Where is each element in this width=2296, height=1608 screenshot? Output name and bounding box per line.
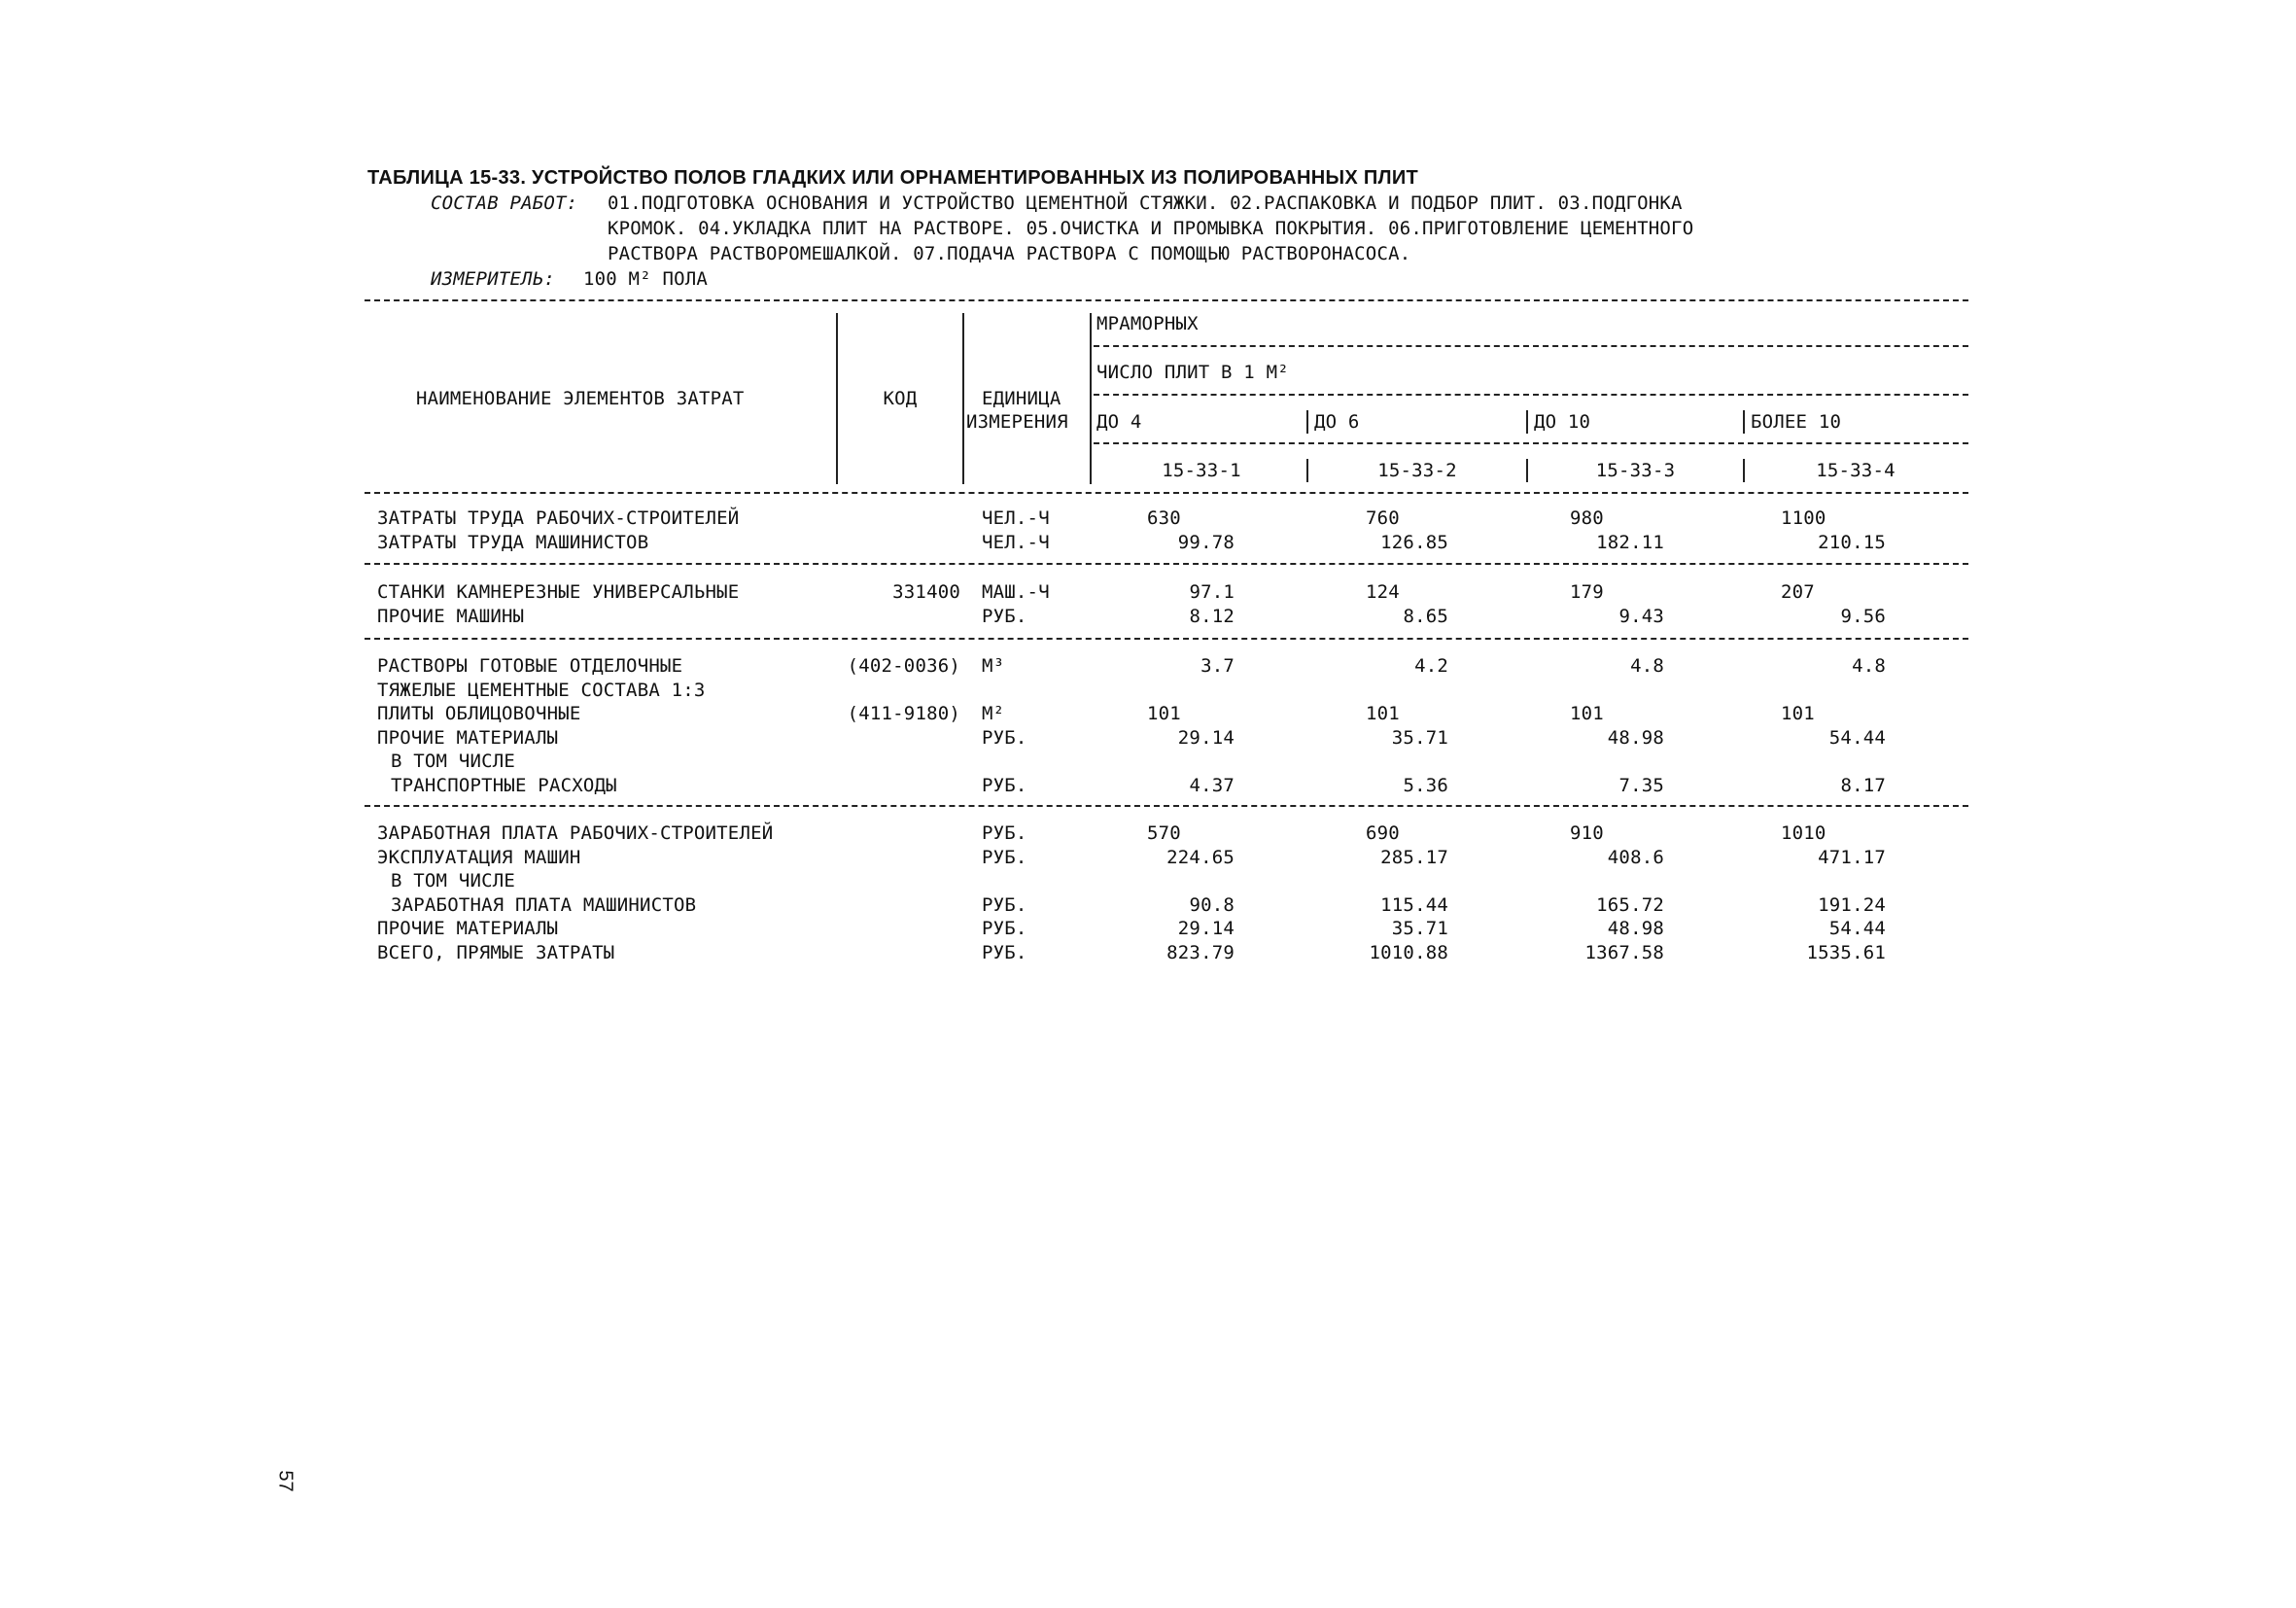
row-value: 97.1 bbox=[1189, 581, 1235, 603]
table-title: ТАБЛИЦА 15-33. УСТРОЙСТВО ПОЛОВ ГЛАДКИХ ИЛИ ОРНАМЕНТИРОВАННЫХ ИЗ ПОЛИРОВАННЫХ ПЛИТ bbox=[367, 167, 1419, 189]
marble-group-header: МРАМОРНЫХ bbox=[1096, 313, 1199, 334]
row-label: В ТОМ ЧИСЛЕ bbox=[391, 870, 516, 891]
row-label: В ТОМ ЧИСЛЕ bbox=[391, 751, 516, 772]
page-number: 57 bbox=[274, 1470, 296, 1492]
row-value: 1535.61 bbox=[1806, 941, 1886, 963]
row-label: ЗАТРАТЫ ТРУДА МАШИНИСТОВ bbox=[377, 531, 649, 553]
row-label: ПРОЧИЕ МАШИНЫ bbox=[377, 605, 525, 627]
row-value: 90.8 bbox=[1189, 893, 1235, 916]
section-rule bbox=[365, 805, 1968, 807]
column-divider bbox=[962, 313, 964, 484]
row-code: 331400 bbox=[892, 581, 960, 603]
row-unit: М³ bbox=[982, 655, 1005, 677]
row-value: 191.24 bbox=[1818, 893, 1886, 916]
row-value: 101 bbox=[1147, 703, 1181, 724]
row-value: 471.17 bbox=[1818, 846, 1886, 868]
header-rule bbox=[1094, 345, 1968, 347]
row-value: 179 bbox=[1570, 581, 1604, 603]
row-unit: РУБ. bbox=[982, 774, 1027, 796]
row-label: ПЛИТЫ ОБЛИЦОВОЧНЫЕ bbox=[377, 703, 581, 724]
row-label: ЗАРАБОТНАЯ ПЛАТА РАБОЧИХ-СТРОИТЕЛЕЙ bbox=[377, 822, 774, 844]
range-header-up-to-4: ДО 4 bbox=[1096, 411, 1142, 433]
row-label: СТАНКИ КАМНЕРЕЗНЫЕ УНИВЕРСАЛЬНЫЕ bbox=[377, 581, 740, 603]
row-unit: РУБ. bbox=[982, 605, 1027, 627]
row-value: 182.11 bbox=[1596, 531, 1664, 553]
row-value: 9.56 bbox=[1840, 605, 1886, 627]
row-label: ЗАТРАТЫ ТРУДА РАБОЧИХ-СТРОИТЕЛЕЙ bbox=[377, 507, 740, 529]
row-value: 980 bbox=[1570, 507, 1604, 529]
header-rule bbox=[1094, 394, 1968, 396]
row-label: ПРОЧИЕ МАТЕРИАЛЫ bbox=[377, 726, 559, 749]
code-column-header: КОД bbox=[883, 388, 918, 409]
row-label: ЭКСПЛУАТАЦИЯ МАШИН bbox=[377, 846, 581, 868]
row-code: (402-0036) bbox=[847, 655, 960, 677]
row-unit: МАШ.-Ч bbox=[982, 581, 1050, 603]
row-value: 29.14 bbox=[1177, 726, 1235, 749]
work-composition-line-2: КРОМОК. 04.УКЛАДКА ПЛИТ НА РАСТВОРЕ. 05.ОЧИСТКА И ПРОМЫВКА ПОКРЫТИЯ. 06.ПРИГОТОВЛЕНИЕ ЦЕМЕНТНОГО bbox=[608, 218, 1694, 239]
row-value: 48.98 bbox=[1607, 918, 1664, 939]
row-label: ВСЕГО, ПРЯМЫЕ ЗАТРАТЫ bbox=[377, 941, 615, 963]
row-unit: РУБ. bbox=[982, 846, 1027, 868]
row-unit: РУБ. bbox=[982, 941, 1027, 963]
row-value: 760 bbox=[1366, 507, 1400, 529]
row-value: 54.44 bbox=[1828, 726, 1886, 749]
column-code-15-33-4: 15-33-4 bbox=[1816, 460, 1896, 481]
row-value: 5.36 bbox=[1403, 774, 1448, 796]
column-divider bbox=[1526, 410, 1528, 434]
row-value: 285.17 bbox=[1380, 846, 1448, 868]
row-unit: М² bbox=[982, 703, 1005, 724]
row-value: 29.14 bbox=[1177, 918, 1235, 939]
section-rule bbox=[365, 563, 1968, 565]
meter-label: ИЗМЕРИТЕЛЬ: bbox=[431, 268, 556, 290]
work-composition-line-3: РАСТВОРА РАСТВОРОМЕШАЛКОЙ. 07.ПОДАЧА РАСТВОРА С ПОМОЩЬЮ РАСТВОРОНАСОСА. bbox=[608, 243, 1411, 264]
section-rule bbox=[365, 638, 1968, 640]
work-composition-line-1: 01.ПОДГОТОВКА ОСНОВАНИЯ И УСТРОЙСТВО ЦЕМЕНТНОЙ СТЯЖКИ. 02.РАСПАКОВКА И ПОДБОР ПЛИТ. 03.ПОДГОНКА bbox=[608, 192, 1683, 214]
column-divider bbox=[1743, 410, 1745, 434]
row-value: 690 bbox=[1366, 822, 1400, 844]
column-divider bbox=[836, 313, 838, 484]
row-label: ТЯЖЕЛЫЕ ЦЕМЕНТНЫЕ СОСТАВА 1:3 bbox=[377, 679, 706, 701]
table-top-rule bbox=[365, 299, 1968, 301]
row-value: 1010 bbox=[1781, 822, 1826, 844]
row-value: 101 bbox=[1366, 703, 1400, 724]
row-unit: ЧЕЛ.-Ч bbox=[982, 507, 1050, 529]
column-divider bbox=[1306, 410, 1308, 434]
table-header-bottom-rule bbox=[365, 492, 1968, 494]
row-value: 630 bbox=[1147, 507, 1181, 529]
row-value: 9.43 bbox=[1618, 605, 1664, 627]
row-value: 54.44 bbox=[1828, 918, 1886, 939]
name-column-header: НАИМЕНОВАНИЕ ЭЛЕМЕНТОВ ЗАТРАТ bbox=[416, 388, 745, 409]
row-unit: РУБ. bbox=[982, 918, 1027, 939]
column-code-15-33-3: 15-33-3 bbox=[1595, 460, 1676, 481]
row-value: 207 bbox=[1781, 581, 1815, 603]
row-value: 99.78 bbox=[1177, 531, 1235, 553]
row-value: 1100 bbox=[1781, 507, 1826, 529]
row-value: 4.2 bbox=[1414, 655, 1448, 677]
work-composition-label: СОСТАВ РАБОТ: bbox=[431, 192, 578, 214]
row-label: ЗАРАБОТНАЯ ПЛАТА МАШИНИСТОВ bbox=[391, 893, 697, 916]
row-value: 115.44 bbox=[1380, 893, 1448, 916]
row-value: 124 bbox=[1366, 581, 1400, 603]
column-code-15-33-1: 15-33-1 bbox=[1162, 460, 1241, 481]
unit-column-header-line-1: ЕДИНИЦА bbox=[982, 388, 1061, 409]
row-value: 7.35 bbox=[1618, 774, 1664, 796]
row-value: 101 bbox=[1570, 703, 1604, 724]
row-unit: РУБ. bbox=[982, 726, 1027, 749]
column-divider bbox=[1090, 313, 1092, 484]
row-value: 910 bbox=[1570, 822, 1604, 844]
row-value: 8.17 bbox=[1840, 774, 1886, 796]
row-label: РАСТВОРЫ ГОТОВЫЕ ОТДЕЛОЧНЫЕ bbox=[377, 655, 683, 677]
range-header-up-to-10: ДО 10 bbox=[1534, 411, 1591, 433]
row-value: 165.72 bbox=[1596, 893, 1664, 916]
row-code: (411-9180) bbox=[847, 703, 960, 724]
row-value: 8.12 bbox=[1189, 605, 1235, 627]
row-value: 823.79 bbox=[1166, 941, 1235, 963]
range-header-over-10: БОЛЕЕ 10 bbox=[1751, 411, 1842, 433]
unit-column-header-line-2: ИЗМЕРЕНИЯ bbox=[966, 411, 1068, 433]
meter-value: 100 М² ПОЛА bbox=[583, 268, 709, 290]
row-value: 3.7 bbox=[1200, 655, 1235, 677]
row-value: 126.85 bbox=[1380, 531, 1448, 553]
row-unit: РУБ. bbox=[982, 822, 1027, 844]
header-rule bbox=[1094, 442, 1968, 444]
row-value: 570 bbox=[1147, 822, 1181, 844]
row-value: 210.15 bbox=[1818, 531, 1886, 553]
row-value: 8.65 bbox=[1403, 605, 1448, 627]
row-value: 48.98 bbox=[1607, 726, 1664, 749]
row-value: 4.8 bbox=[1852, 655, 1886, 677]
row-label: ПРОЧИЕ МАТЕРИАЛЫ bbox=[377, 918, 559, 939]
column-code-15-33-2: 15-33-2 bbox=[1377, 460, 1457, 481]
row-value: 35.71 bbox=[1391, 918, 1448, 939]
row-unit: ЧЕЛ.-Ч bbox=[982, 531, 1050, 553]
row-value: 35.71 bbox=[1391, 726, 1448, 749]
range-header-up-to-6: ДО 6 bbox=[1314, 411, 1360, 433]
row-value: 224.65 bbox=[1166, 846, 1235, 868]
row-value: 4.8 bbox=[1630, 655, 1664, 677]
row-unit: РУБ. bbox=[982, 893, 1027, 916]
row-value: 408.6 bbox=[1607, 846, 1664, 868]
row-value: 4.37 bbox=[1189, 774, 1235, 796]
row-value: 1367.58 bbox=[1584, 941, 1664, 963]
tiles-per-m2-header: ЧИСЛО ПЛИТ В 1 М² bbox=[1096, 362, 1289, 383]
row-value: 101 bbox=[1781, 703, 1815, 724]
row-value: 1010.88 bbox=[1369, 941, 1448, 963]
row-label: ТРАНСПОРТНЫЕ РАСХОДЫ bbox=[391, 774, 617, 796]
